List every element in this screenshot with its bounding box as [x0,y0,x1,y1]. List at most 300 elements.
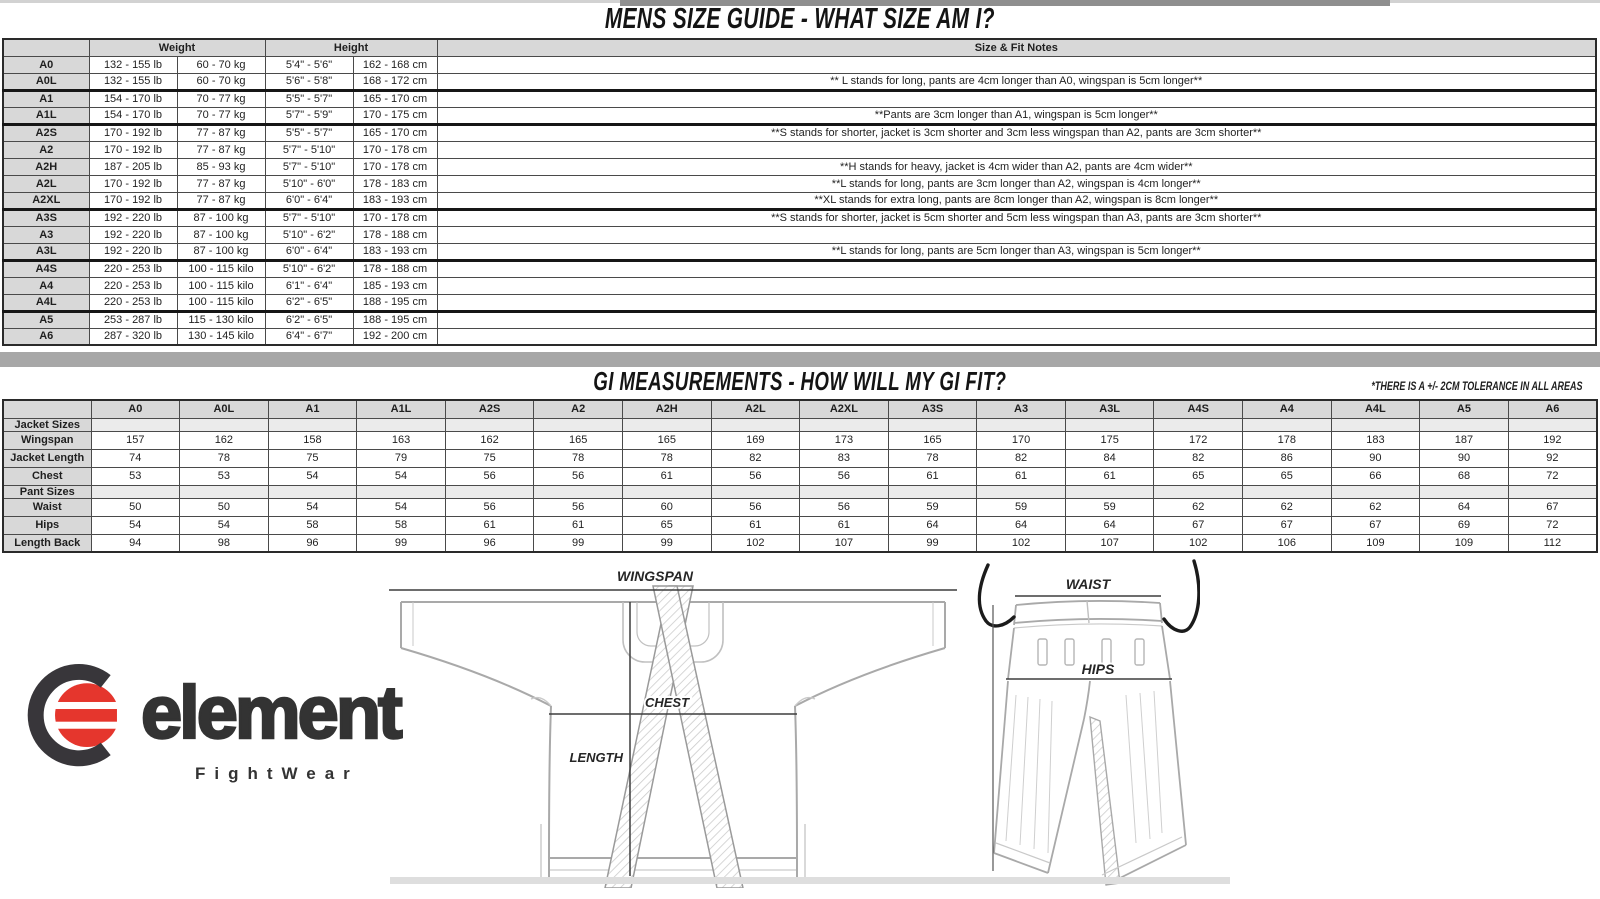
gi-value-cell [1331,485,1420,498]
height-cm-cell: 168 - 172 cm [353,73,437,90]
gi-value-cell: 69 [1420,516,1509,534]
length-label: LENGTH [569,750,623,765]
gi-value-cell: 99 [622,534,711,552]
gi-value-cell [977,418,1066,431]
weight-kg-cell: 77 - 87 kg [177,175,265,192]
gi-size-header-A2: A2 [534,400,623,418]
weight-lb-cell: 170 - 192 lb [89,175,177,192]
gi-value-cell: 61 [445,516,534,534]
size-cell: A6 [3,328,89,345]
weight-kg-cell: 100 - 115 kilo [177,260,265,277]
gi-value-cell: 56 [711,467,800,485]
fit-note-cell: **L stands for long, pants are 3cm longer than A2, wingspan is 4cm longer** [437,175,1596,192]
size-guide-row-A2S [3,124,1596,141]
gi-value-cell: 170 [977,431,1066,449]
gi-value-cell [268,485,357,498]
size-cell: A2XL [3,192,89,209]
gi-value-cell: 66 [1331,467,1420,485]
gi-value-cell: 56 [800,498,889,516]
size-guide-row-A3S [3,209,1596,226]
size-guide-row-A1 [3,90,1596,107]
gi-value-cell: 109 [1420,534,1509,552]
gi-value-cell: 99 [534,534,623,552]
mens-size-guide-title-wrap [0,3,1600,36]
height-ft-cell: 5'10" - 6'2" [265,260,353,277]
gi-value-cell [888,485,977,498]
size-cell: A2H [3,158,89,175]
weight-kg-cell: 60 - 70 kg [177,73,265,90]
weight-kg-cell: 77 - 87 kg [177,192,265,209]
gi-value-cell: 99 [357,534,446,552]
gi-value-cell: 78 [622,449,711,467]
gi-row-hips [3,516,1597,534]
gi-value-cell: 54 [180,516,269,534]
gi-value-cell: 82 [711,449,800,467]
weight-lb-cell: 220 - 253 lb [89,294,177,311]
gi-value-cell: 187 [1420,431,1509,449]
gi-value-cell: 72 [1508,467,1597,485]
size-cell: A4L [3,294,89,311]
gi-value-cell: 94 [91,534,180,552]
size-cell: A3 [3,226,89,243]
gi-size-header-A3S: A3S [888,400,977,418]
weight-kg-cell: 60 - 70 kg [177,56,265,73]
gi-value-cell: 67 [1154,516,1243,534]
gi-value-cell: 50 [180,498,269,516]
gi-value-cell: 83 [800,449,889,467]
weight-kg-cell: 130 - 145 kilo [177,328,265,345]
gi-value-cell: 54 [357,467,446,485]
height-ft-cell: 5'10" - 6'0" [265,175,353,192]
size-guide-row-A2H [3,158,1596,175]
gi-size-header-A0L: A0L [180,400,269,418]
height-cm-cell: 165 - 170 cm [353,124,437,141]
gi-value-cell: 67 [1508,498,1597,516]
gi-value-cell [622,485,711,498]
gi-value-cell: 78 [888,449,977,467]
fit-note-cell: **S stands for shorter, jacket is 3cm shorter and 3cm less wingspan than A2, pants are 3cm shorter** [437,124,1596,141]
gi-size-header-A3: A3 [977,400,1066,418]
height-ft-cell: 5'7" - 5'10" [265,141,353,158]
size-guide-row-A4 [3,277,1596,294]
gi-value-cell [711,485,800,498]
gi-value-cell [800,418,889,431]
height-cm-cell: 170 - 178 cm [353,158,437,175]
gi-row-label: Wingspan [3,431,91,449]
gi-size-header-A0: A0 [91,400,180,418]
gi-row-jacket-length [3,449,1597,467]
mens-size-guide-title: MENS SIZE GUIDE - WHAT SIZE AM I? [604,3,996,35]
hips-label: HIPS [1081,661,1115,677]
weight-kg-cell: 87 - 100 kg [177,243,265,260]
gi-body [3,418,1597,552]
gi-row-label: Jacket Sizes [3,418,91,431]
gi-value-cell: 54 [268,498,357,516]
fit-note-cell: **Pants are 3cm longer than A1, wingspan is 5cm longer** [437,107,1596,124]
gi-value-cell: 82 [977,449,1066,467]
gi-size-header-A2L: A2L [711,400,800,418]
gi-label-col-header [3,400,91,418]
height-cm-cell: 185 - 193 cm [353,277,437,294]
gi-value-cell [445,418,534,431]
size-cell: A2S [3,124,89,141]
height-cm-cell: 170 - 178 cm [353,141,437,158]
gi-value-cell: 61 [534,516,623,534]
size-guide-row-A5 [3,311,1596,328]
height-cm-cell: 192 - 200 cm [353,328,437,345]
size-cell: A2 [3,141,89,158]
height-cm-cell: 178 - 183 cm [353,175,437,192]
gi-size-header-A2H: A2H [622,400,711,418]
element-logo-icon [25,656,147,778]
gi-value-cell: 178 [1243,431,1332,449]
gi-value-cell: 74 [91,449,180,467]
fit-note-cell [437,328,1596,345]
gi-row-label: Jacket Length [3,449,91,467]
gi-value-cell: 61 [1065,467,1154,485]
gi-value-cell: 79 [357,449,446,467]
gi-value-cell [800,485,889,498]
gi-value-cell: 65 [1243,467,1332,485]
height-ft-cell: 5'6" - 5'8" [265,73,353,90]
size-cell: A3S [3,209,89,226]
fit-note-cell [437,260,1596,277]
size-cell: A0L [3,73,89,90]
weight-lb-cell: 132 - 155 lb [89,56,177,73]
gi-value-cell: 165 [534,431,623,449]
logo-wordmark: element [141,671,400,754]
size-guide-row-A2 [3,141,1596,158]
fit-note-cell: **S stands for shorter, jacket is 5cm shorter and 5cm less wingspan than A3, pants are 3cm shorter** [437,209,1596,226]
mens-size-guide-table [2,38,1597,346]
size-guide-row-A3L [3,243,1596,260]
fit-note-cell [437,141,1596,158]
gi-value-cell [1065,418,1154,431]
size-cell: A1 [3,90,89,107]
gi-value-cell: 59 [1065,498,1154,516]
fit-note-cell [437,226,1596,243]
gi-value-cell [1154,485,1243,498]
gi-value-cell: 78 [534,449,623,467]
gi-value-cell [1420,418,1509,431]
gi-value-cell: 50 [91,498,180,516]
gi-value-cell [1154,418,1243,431]
gi-value-cell: 96 [268,534,357,552]
gi-value-cell: 62 [1331,498,1420,516]
gi-row-pant-sizes [3,485,1597,498]
gi-value-cell [977,485,1066,498]
gi-value-cell [534,418,623,431]
size-guide-row-A2XL [3,192,1596,209]
gi-value-cell: 75 [268,449,357,467]
gi-value-cell: 75 [445,449,534,467]
gi-value-cell: 84 [1065,449,1154,467]
chest-label: CHEST [644,695,690,710]
gi-value-cell: 183 [1331,431,1420,449]
gi-value-cell [1331,418,1420,431]
gi-value-cell: 64 [1420,498,1509,516]
gi-value-cell: 162 [180,431,269,449]
weight-kg-cell: 70 - 77 kg [177,90,265,107]
size-cell: A3L [3,243,89,260]
gi-size-header-A5: A5 [1420,400,1509,418]
height-ft-cell: 5'7" - 5'9" [265,107,353,124]
gi-value-cell: 175 [1065,431,1154,449]
gi-value-cell: 157 [91,431,180,449]
gi-header-row [3,400,1597,418]
fit-note-cell [437,311,1596,328]
weight-lb-cell: 154 - 170 lb [89,107,177,124]
weight-lb-cell: 132 - 155 lb [89,73,177,90]
weight-lb-cell: 170 - 192 lb [89,124,177,141]
weight-kg-cell: 100 - 115 kilo [177,294,265,311]
gi-row-jacket-sizes [3,418,1597,431]
gi-row-length-back [3,534,1597,552]
gi-value-cell: 90 [1420,449,1509,467]
gi-value-cell: 53 [91,467,180,485]
gi-value-cell: 60 [622,498,711,516]
pants-outline [994,601,1186,885]
gi-row-waist [3,498,1597,516]
gi-value-cell: 58 [268,516,357,534]
weight-lb-cell: 287 - 320 lb [89,328,177,345]
size-guide-row-A6 [3,328,1596,345]
gi-value-cell: 82 [1154,449,1243,467]
gi-value-cell: 109 [1331,534,1420,552]
gi-row-label: Length Back [3,534,91,552]
gi-value-cell: 169 [711,431,800,449]
gi-value-cell: 61 [977,467,1066,485]
height-ft-cell: 6'2" - 6'5" [265,294,353,311]
height-header: Height [265,39,437,56]
height-ft-cell: 5'7" - 5'10" [265,158,353,175]
gi-value-cell: 56 [445,467,534,485]
gi-value-cell [1508,418,1597,431]
gi-row-wingspan [3,431,1597,449]
gi-value-cell: 64 [1065,516,1154,534]
gi-value-cell: 62 [1154,498,1243,516]
gi-value-cell: 158 [268,431,357,449]
gi-size-header-A4L: A4L [1331,400,1420,418]
gi-value-cell [1065,485,1154,498]
gi-value-cell: 163 [357,431,446,449]
height-cm-cell: 188 - 195 cm [353,294,437,311]
logo-tagline: FightWear [195,764,359,783]
height-ft-cell: 6'0" - 6'4" [265,243,353,260]
gi-measurements-title: GI MEASUREMENTS - HOW WILL MY GI FIT? [593,366,1007,396]
gi-value-cell: 102 [977,534,1066,552]
fit-note-cell [437,90,1596,107]
gi-value-cell [888,418,977,431]
gi-value-cell: 56 [711,498,800,516]
height-ft-cell: 6'4" - 6'7" [265,328,353,345]
gi-value-cell: 61 [711,516,800,534]
fit-note-cell: **H stands for heavy, jacket is 4cm wider than A2, pants are 4cm wider** [437,158,1596,175]
weight-lb-cell: 170 - 192 lb [89,192,177,209]
size-col-header [3,39,89,56]
gi-value-cell [1508,485,1597,498]
gi-row-label: Pant Sizes [3,485,91,498]
gi-value-cell [1243,485,1332,498]
gi-row-label: Waist [3,498,91,516]
weight-kg-cell: 70 - 77 kg [177,107,265,124]
height-ft-cell: 5'4" - 5'6" [265,56,353,73]
gi-value-cell: 56 [445,498,534,516]
height-cm-cell: 183 - 193 cm [353,192,437,209]
notes-header: Size & Fit Notes [437,39,1596,56]
height-ft-cell: 6'2" - 6'5" [265,311,353,328]
size-cell: A5 [3,311,89,328]
size-guide-row-A2L [3,175,1596,192]
gi-value-cell: 62 [1243,498,1332,516]
gi-value-cell: 102 [1154,534,1243,552]
height-ft-cell: 5'10" - 6'2" [265,226,353,243]
gi-value-cell [622,418,711,431]
gi-row-chest [3,467,1597,485]
gi-value-cell: 107 [1065,534,1154,552]
gi-value-cell: 86 [1243,449,1332,467]
gi-measurements-table [2,399,1598,553]
gi-value-cell: 72 [1508,516,1597,534]
gi-value-cell: 56 [534,498,623,516]
gi-value-cell: 68 [1420,467,1509,485]
height-cm-cell: 170 - 178 cm [353,209,437,226]
height-cm-cell: 165 - 170 cm [353,90,437,107]
gi-value-cell: 112 [1508,534,1597,552]
fit-note-cell: ** L stands for long, pants are 4cm longer than A0, wingspan is 5cm longer** [437,73,1596,90]
gi-value-cell [180,485,269,498]
weight-lb-cell: 170 - 192 lb [89,141,177,158]
gi-value-cell: 64 [977,516,1066,534]
weight-kg-cell: 100 - 115 kilo [177,277,265,294]
size-guide-row-A3 [3,226,1596,243]
gi-value-cell: 107 [800,534,889,552]
gi-value-cell [357,485,446,498]
gi-size-header-A4S: A4S [1154,400,1243,418]
gi-value-cell [1243,418,1332,431]
wingspan-label: WINGSPAN [617,568,693,584]
weight-lb-cell: 192 - 220 lb [89,243,177,260]
gi-value-cell: 78 [180,449,269,467]
size-guide-row-A0L [3,73,1596,90]
gi-value-cell [445,485,534,498]
gi-value-cell: 165 [888,431,977,449]
height-cm-cell: 178 - 188 cm [353,226,437,243]
gi-value-cell: 54 [357,498,446,516]
gi-value-cell: 172 [1154,431,1243,449]
weight-lb-cell: 187 - 205 lb [89,158,177,175]
gi-size-header-A2S: A2S [445,400,534,418]
gi-value-cell: 98 [180,534,269,552]
weight-lb-cell: 192 - 220 lb [89,209,177,226]
size-cell: A0 [3,56,89,73]
gi-value-cell: 54 [268,467,357,485]
height-ft-cell: 6'1" - 6'4" [265,277,353,294]
fit-note-cell [437,294,1596,311]
fit-note-cell [437,277,1596,294]
height-ft-cell: 5'5" - 5'7" [265,90,353,107]
gi-size-header-A1L: A1L [357,400,446,418]
height-cm-cell: 188 - 195 cm [353,311,437,328]
gi-value-cell: 56 [534,467,623,485]
gi-jacket-diagram [383,556,963,888]
gi-value-cell: 56 [800,467,889,485]
gi-size-header-A1: A1 [268,400,357,418]
size-guide-row-A4S [3,260,1596,277]
gi-value-cell: 61 [800,516,889,534]
gi-value-cell [91,418,180,431]
gi-value-cell: 99 [888,534,977,552]
weight-kg-cell: 77 - 87 kg [177,124,265,141]
pants-measure-lines [993,596,1172,871]
gi-value-cell: 102 [711,534,800,552]
height-ft-cell: 6'0" - 6'4" [265,192,353,209]
gi-value-cell: 54 [91,516,180,534]
weight-lb-cell: 154 - 170 lb [89,90,177,107]
weight-lb-cell: 220 - 253 lb [89,277,177,294]
gi-pants-diagram [948,553,1200,892]
gi-size-header-A6: A6 [1508,400,1597,418]
height-cm-cell: 162 - 168 cm [353,56,437,73]
weight-lb-cell: 220 - 253 lb [89,260,177,277]
gi-value-cell: 59 [977,498,1066,516]
gi-value-cell: 92 [1508,449,1597,467]
gi-value-cell [268,418,357,431]
size-guide-header-row [3,39,1596,56]
gi-value-cell [1420,485,1509,498]
gi-value-cell: 165 [622,431,711,449]
gi-value-cell [91,485,180,498]
fit-note-cell [437,56,1596,73]
weight-kg-cell: 85 - 93 kg [177,158,265,175]
height-cm-cell: 183 - 193 cm [353,243,437,260]
gi-row-label: Chest [3,467,91,485]
weight-kg-cell: 87 - 100 kg [177,226,265,243]
gi-value-cell: 173 [800,431,889,449]
height-cm-cell: 178 - 188 cm [353,260,437,277]
size-cell: A4S [3,260,89,277]
gi-measurements-title-wrap [0,366,1600,397]
gi-value-cell [180,418,269,431]
weight-kg-cell: 115 - 130 kilo [177,311,265,328]
weight-lb-cell: 192 - 220 lb [89,226,177,243]
gi-value-cell: 58 [357,516,446,534]
gi-value-cell: 53 [180,467,269,485]
weight-header: Weight [89,39,265,56]
weight-kg-cell: 87 - 100 kg [177,209,265,226]
weight-lb-cell: 253 - 287 lb [89,311,177,328]
gi-value-cell: 162 [445,431,534,449]
size-guide-row-A0 [3,56,1596,73]
element-fightwear-logo [25,650,465,798]
gi-value-cell [711,418,800,431]
gi-size-header-A4: A4 [1243,400,1332,418]
waist-label: WAIST [1065,576,1111,592]
gi-size-header-A2XL: A2XL [800,400,889,418]
size-cell: A2L [3,175,89,192]
gi-value-cell [534,485,623,498]
size-guide-row-A4L [3,294,1596,311]
gi-value-cell: 61 [888,467,977,485]
size-cell: A1L [3,107,89,124]
height-ft-cell: 5'5" - 5'7" [265,124,353,141]
gi-value-cell: 67 [1243,516,1332,534]
gi-size-header-A3L: A3L [1065,400,1154,418]
size-guide-row-A1L [3,107,1596,124]
gi-value-cell [357,418,446,431]
size-cell: A4 [3,277,89,294]
tolerance-note: *THERE IS A +/- 2CM TOLERANCE IN ALL AREAS [1370,379,1582,393]
